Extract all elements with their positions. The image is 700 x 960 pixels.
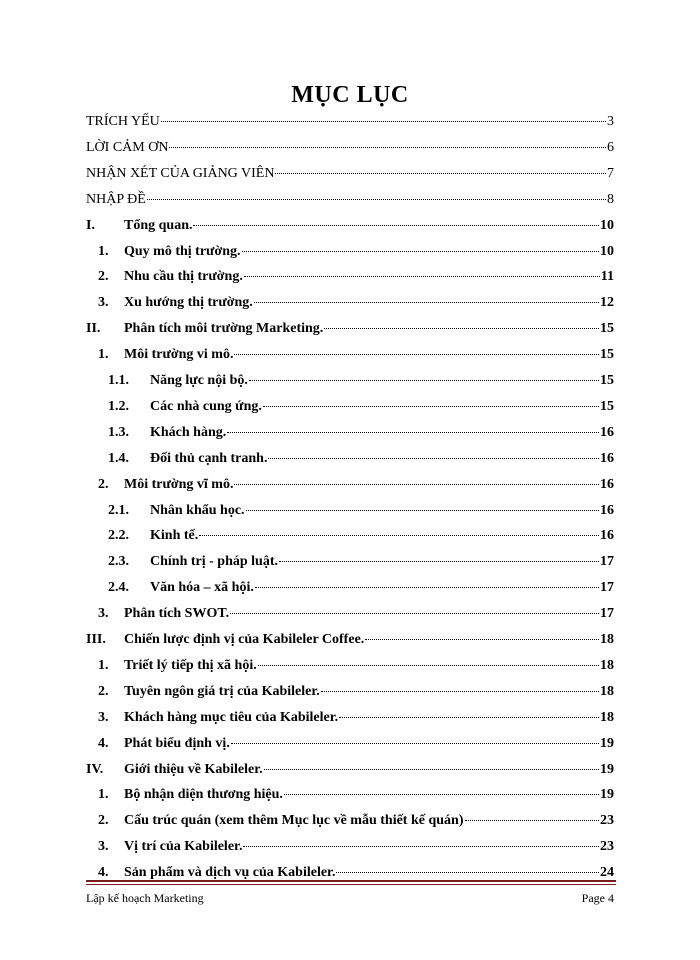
toc-entry[interactable] <box>98 604 614 622</box>
toc-entry-title: LỜI CẢM ƠN <box>86 139 169 155</box>
toc-entry-title: Bộ nhận diện thương hiệu. <box>124 787 283 803</box>
toc-dot-leader <box>254 290 599 303</box>
toc-entry-title: Khách hàng mục tiêu của Kabileler. <box>124 709 339 725</box>
toc-entry-title: Môi trường vĩ mô. <box>124 476 234 492</box>
toc-entry-title: Tuyên ngôn giá trị của Kabileler. <box>124 683 320 699</box>
toc-entry-page: 3 <box>607 114 614 129</box>
toc-dot-leader <box>227 420 599 433</box>
toc-dot-leader <box>264 757 599 770</box>
toc-entry-page: 7 <box>607 165 614 181</box>
toc-entry-number: 1. <box>98 243 109 259</box>
toc-entry[interactable] <box>98 242 614 260</box>
toc-entry-number: 2. <box>98 476 109 492</box>
toc-entry[interactable] <box>86 164 614 182</box>
toc-entry-page: 19 <box>600 787 614 803</box>
toc-entry-number: 2.4. <box>108 580 129 596</box>
toc-entry-title: Quy mô thị trường. <box>124 243 241 259</box>
toc-entry-title: Tổng quan. <box>124 217 193 233</box>
toc-entry-title: NHẬP ĐỀ <box>86 191 146 207</box>
toc-entry-title: Phát biểu định vị. <box>124 735 230 751</box>
toc-entry[interactable] <box>108 423 614 441</box>
footer-rule-thin <box>86 884 616 885</box>
toc-entry[interactable] <box>86 190 614 208</box>
toc-entry-page: 17 <box>600 554 614 570</box>
toc-entry[interactable] <box>108 526 614 544</box>
toc-entry-number: 2.2. <box>108 528 129 544</box>
toc-entry-title: Phân tích SWOT. <box>124 606 230 622</box>
toc-entry[interactable] <box>86 216 614 234</box>
toc-entry[interactable] <box>86 319 614 337</box>
toc-entry-number: 1.3. <box>108 424 129 440</box>
toc-entry[interactable] <box>86 138 614 156</box>
toc-entry[interactable] <box>98 785 614 803</box>
toc-entry-number: 1. <box>98 787 109 803</box>
toc-entry-title: Nhu cầu thị trường. <box>124 269 243 285</box>
toc-entry-page: 17 <box>600 606 614 622</box>
toc-entry-page: 17 <box>600 580 614 596</box>
toc-dot-leader <box>169 135 606 148</box>
toc-entry-page: 19 <box>600 761 614 777</box>
toc-dot-leader <box>193 213 599 226</box>
toc-entry-title: Chiến lược định vị của Kabileler Coffee. <box>124 632 365 647</box>
toc-entry-number: 1. <box>98 657 109 673</box>
toc-entry-title: Khách hàng. <box>150 424 227 440</box>
toc-dot-leader <box>339 705 599 718</box>
toc-dot-leader <box>230 601 599 614</box>
toc-entry[interactable] <box>98 863 614 881</box>
toc-entry-page: 15 <box>600 321 614 337</box>
footer-rule <box>86 880 616 882</box>
toc-entry-title: Xu hướng thị trường. <box>124 295 253 311</box>
toc-entry-page: 15 <box>600 373 614 388</box>
toc-entry-page: 8 <box>607 191 614 207</box>
toc-entry-page: 18 <box>600 709 614 725</box>
toc-entry[interactable] <box>108 501 614 519</box>
toc-entry[interactable] <box>98 837 614 855</box>
toc-entry-number: 4. <box>98 735 109 751</box>
toc-entry-number: 4. <box>98 865 109 881</box>
toc-entry-page: 18 <box>600 632 614 647</box>
toc-dot-leader <box>255 575 599 588</box>
toc-entry-number: 2.1. <box>108 502 129 518</box>
toc-entry[interactable] <box>98 475 614 493</box>
toc-entry-page: 10 <box>600 217 614 233</box>
toc-entry-number: 1. <box>98 347 109 363</box>
toc-entry-title: Giới thiệu về Kabileler. <box>124 761 263 777</box>
toc-entry-number: II. <box>86 321 101 337</box>
toc-entry[interactable] <box>98 811 614 829</box>
toc-dot-leader <box>365 627 599 640</box>
toc-entry-page: 19 <box>600 735 614 751</box>
toc-entry-title: NHẬN XÉT CỦA GIẢNG VIÊN <box>86 165 275 181</box>
toc-entry-page: 10 <box>600 243 614 259</box>
toc-entry[interactable] <box>108 578 614 596</box>
toc-entry-number: IV. <box>86 761 104 777</box>
toc-entry-number: III. <box>86 632 106 647</box>
toc-entry-title: Phân tích môi trường Marketing. <box>124 321 324 337</box>
toc-dot-leader <box>246 498 599 511</box>
toc-dot-leader <box>234 472 599 485</box>
toc-entry-title: Chính trị - pháp luật. <box>150 554 278 570</box>
toc-entry-page: 16 <box>600 502 614 518</box>
toc-dot-leader <box>242 239 600 252</box>
footer-page-number: Page 4 <box>581 891 614 905</box>
page-title: MỤC LỤC <box>291 82 409 108</box>
toc-entry-page: 16 <box>600 424 614 440</box>
toc-entry-number: 2. <box>98 813 109 829</box>
toc-entry-number: 1.1. <box>108 373 129 388</box>
toc-entry[interactable] <box>98 734 614 752</box>
toc-entry[interactable] <box>86 630 614 648</box>
toc-entry-page: 18 <box>600 683 614 699</box>
toc-dot-leader <box>234 342 599 355</box>
toc-dot-leader <box>336 860 599 873</box>
toc-dot-leader <box>161 109 606 122</box>
toc-dot-leader <box>465 808 600 821</box>
toc-entry[interactable] <box>98 682 614 700</box>
toc-entry-page: 16 <box>600 450 614 466</box>
toc-entry-title: Môi trường vi mô. <box>124 347 234 363</box>
toc-dot-leader <box>279 549 599 562</box>
toc-entry[interactable] <box>98 293 614 311</box>
toc-entry-title: Đối thủ cạnh tranh. <box>150 450 268 466</box>
toc-entry[interactable] <box>108 397 614 415</box>
toc-entry-page: 15 <box>600 347 614 363</box>
toc-dot-leader <box>284 782 599 795</box>
toc-entry-number: I. <box>86 217 95 233</box>
toc-entry-page: 15 <box>600 398 614 414</box>
toc-dot-leader <box>258 653 599 666</box>
toc-entry[interactable] <box>86 112 614 130</box>
toc-entry[interactable] <box>86 760 614 778</box>
toc-dot-leader <box>231 731 599 744</box>
toc-entry-title: Sản phẩm và dịch vụ của Kabileler. <box>124 865 336 881</box>
toc-entry-page: 12 <box>600 295 614 311</box>
toc-entry-page: 24 <box>600 865 614 881</box>
toc-entry[interactable] <box>108 552 614 570</box>
toc-entry-page: 6 <box>607 139 614 155</box>
toc-dot-leader <box>199 523 599 536</box>
toc-entry-page: 18 <box>600 657 614 673</box>
toc-entry-title: Triết lý tiếp thị xã hội. <box>124 657 257 673</box>
toc-entry-title: Kinh tế. <box>150 528 199 544</box>
toc-entry-page: 16 <box>600 476 614 492</box>
toc-entry-number: 3. <box>98 295 109 311</box>
toc-entry-title: Năng lực nội bộ. <box>150 373 248 388</box>
toc-entry-number: 3. <box>98 606 109 622</box>
toc-entry-page: 23 <box>600 813 614 829</box>
toc-entry[interactable] <box>98 345 614 363</box>
toc-entry-number: 2. <box>98 269 109 285</box>
toc-entry[interactable] <box>98 656 614 674</box>
toc-dot-leader <box>324 316 599 329</box>
toc-dot-leader <box>243 834 599 847</box>
toc-entry-title: Cấu trúc quán (xem thêm Mục lục về mẫu thiết kế quán) <box>124 813 464 829</box>
toc-dot-leader <box>244 264 600 277</box>
toc-dot-leader <box>275 161 606 174</box>
toc-dot-leader <box>147 187 606 200</box>
toc-entry-number: 1.2. <box>108 398 129 414</box>
toc-entry-page: 11 <box>600 269 614 285</box>
toc-entry-title: TRÍCH YẾU <box>86 114 160 129</box>
toc-dot-leader <box>263 394 599 407</box>
toc-dot-leader <box>249 368 599 381</box>
toc-entry-page: 16 <box>600 528 614 544</box>
toc-dot-leader <box>268 446 599 459</box>
toc-entry-number: 3. <box>98 709 109 725</box>
toc-entry-title: Vị trí của Kabileler. <box>124 839 243 855</box>
toc-entry-title: Nhân khẩu học. <box>150 502 245 518</box>
footer-document-title: Lập kế hoạch Marketing <box>86 891 204 905</box>
toc-entry-number: 1.4. <box>108 450 129 466</box>
toc-entry[interactable] <box>108 371 614 389</box>
toc-entry-title: Các nhà cung ứng. <box>150 398 262 414</box>
toc-entry-number: 2. <box>98 683 109 699</box>
toc-dot-leader <box>321 679 599 692</box>
toc-entry-number: 3. <box>98 839 109 855</box>
toc-entry-title: Văn hóa – xã hội. <box>150 580 254 596</box>
toc-entry-page: 23 <box>600 839 614 855</box>
toc-entry[interactable] <box>98 267 614 285</box>
toc-entry[interactable] <box>108 449 614 467</box>
toc-entry[interactable] <box>98 708 614 726</box>
toc-entry-number: 2.3. <box>108 554 129 570</box>
